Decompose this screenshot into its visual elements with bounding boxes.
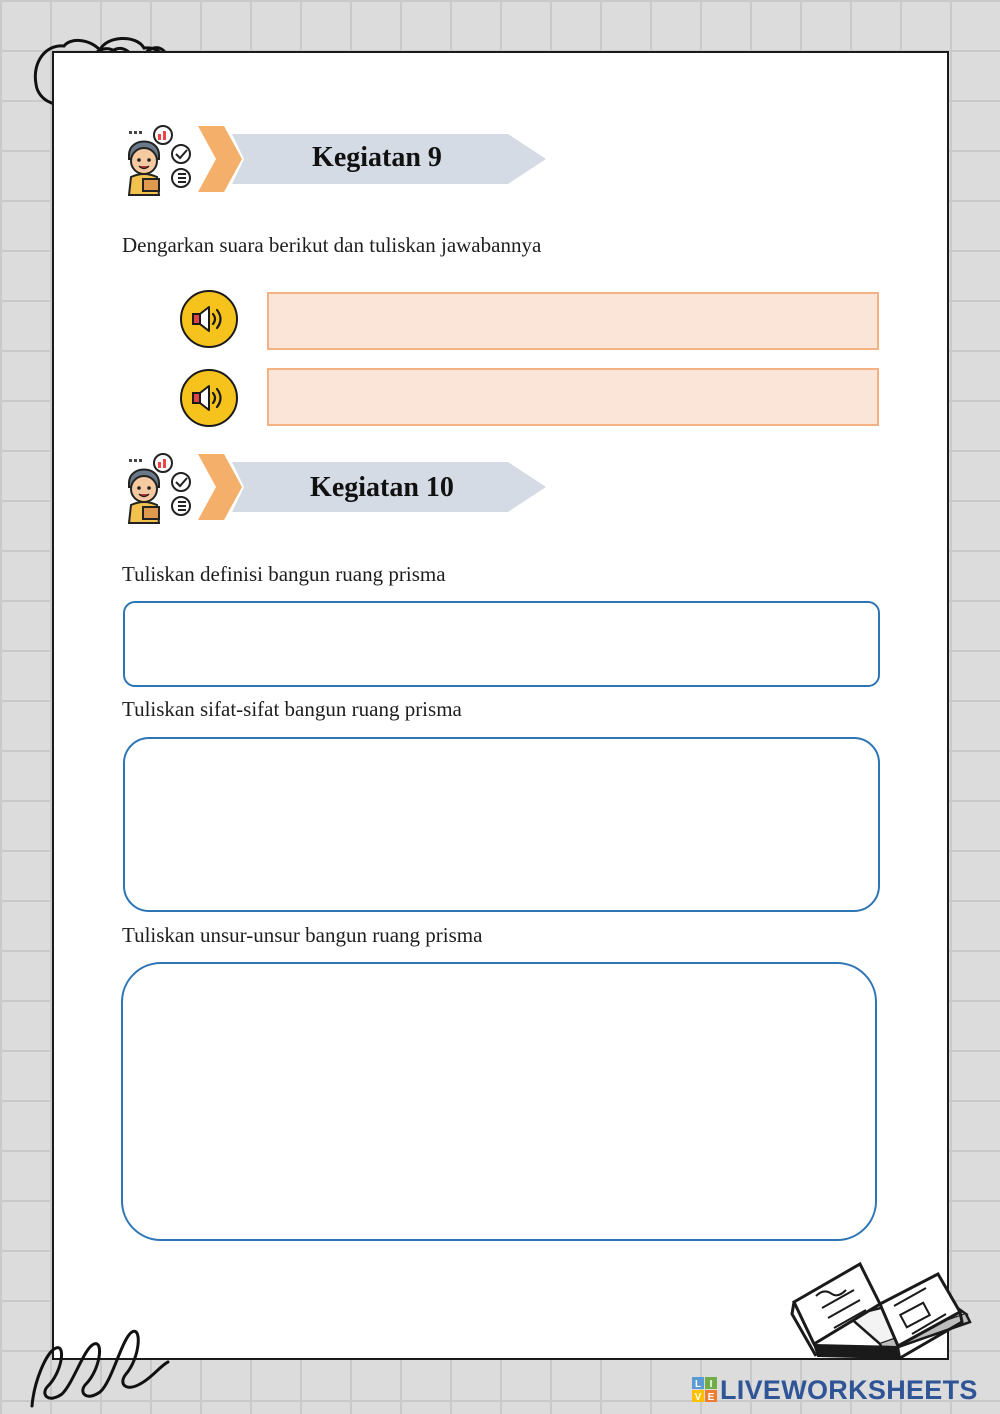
liveworksheets-logo-icon	[692, 1377, 718, 1403]
question-prompt: Tuliskan definisi bangun ruang prisma	[122, 562, 446, 586]
activity9-title: Kegiatan 9	[312, 142, 442, 173]
audio-answer-field[interactable]	[267, 368, 879, 426]
svg-text:I: I	[709, 1379, 713, 1390]
answer-textbox[interactable]	[123, 737, 880, 912]
svg-text:L: L	[694, 1379, 702, 1390]
question-prompt: Tuliskan sifat-sifat bangun ruang prisma	[122, 697, 462, 721]
answer-textbox[interactable]	[123, 601, 880, 687]
speaker-icon	[191, 383, 227, 413]
audio-play-button[interactable]	[180, 369, 238, 427]
loop-scribble-decoration	[28, 1312, 173, 1410]
answer-textbox[interactable]	[121, 962, 877, 1241]
student-checklist-icon	[123, 453, 195, 525]
svg-text:E: E	[707, 1392, 715, 1403]
question-prompt: Tuliskan unsur-unsur bangun ruang prisma	[122, 923, 483, 947]
liveworksheets-logo	[692, 1374, 978, 1406]
audio-answer-field[interactable]	[267, 292, 879, 350]
books-illustration	[788, 1256, 973, 1368]
brand-name: LIVEWORKSHEETS	[720, 1374, 978, 1405]
activity10-title: Kegiatan 10	[310, 472, 454, 503]
activity9-instruction: Dengarkan suara berikut dan tuliskan jawabannya	[122, 233, 542, 257]
speaker-icon	[191, 304, 227, 334]
svg-text:V: V	[694, 1392, 702, 1403]
audio-play-button[interactable]	[180, 290, 238, 348]
worksheet-page	[52, 51, 949, 1360]
student-checklist-icon	[123, 125, 195, 197]
